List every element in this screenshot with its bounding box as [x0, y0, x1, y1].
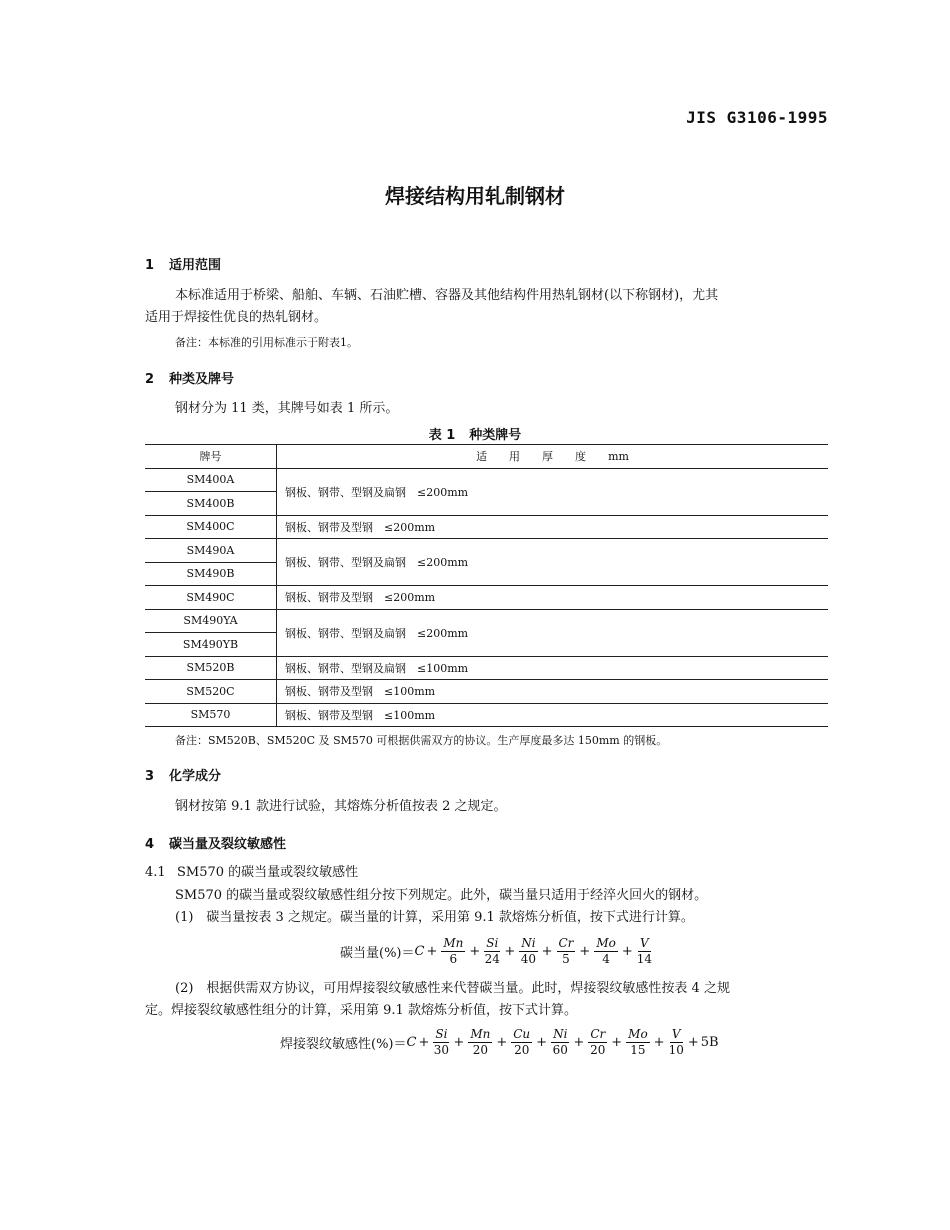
table-row	[145, 680, 828, 704]
range-cell: 钢板、钢带、型钢及扁钢 ≤200mm	[277, 539, 829, 586]
subsection-4-1-paragraph: SM570 的碳当量或裂纹敏感性组分按下列规定。此外，碳当量只适用于经淬火回火的钢材。	[175, 888, 708, 903]
formula-fraction	[484, 936, 500, 967]
plus-sign: +	[536, 1035, 548, 1050]
table-row	[145, 539, 828, 563]
formula-lhs: 碳当量(%)＝	[340, 946, 415, 961]
formula-fraction	[511, 1027, 532, 1058]
fraction-numerator: Mo	[628, 1027, 648, 1041]
crack-sensitivity-formula	[280, 1027, 719, 1058]
fraction-numerator: Si	[486, 936, 499, 950]
plus-sign: +	[426, 944, 438, 959]
section-2-paragraph: 钢材分为 11 类，其牌号如表 1 所示。	[175, 401, 399, 416]
fraction-numerator: V	[671, 1027, 681, 1041]
grade-cell: SM400B	[145, 492, 277, 516]
range-cell: 钢板、钢带及型钢 ≤200mm	[277, 515, 829, 539]
fraction-numerator: Cu	[513, 1027, 531, 1041]
fraction-denominator: 10	[668, 1043, 684, 1057]
grade-cell: SM490YA	[145, 609, 277, 633]
fraction-denominator: 24	[484, 952, 500, 966]
fraction-numerator: Cr	[558, 936, 574, 950]
section-1-paragraph-line1: 本标准适用于桥梁、船舶、车辆、石油贮槽、容器及其他结构件用热轧钢材(以下称钢材)，尤其	[175, 288, 719, 303]
table-row	[145, 609, 828, 633]
header-grade: 牌号	[145, 445, 277, 469]
grade-cell: SM490A	[145, 539, 277, 563]
grade-cell: SM490YB	[145, 633, 277, 657]
plus-sign: +	[541, 944, 553, 959]
range-cell: 钢板、钢带、型钢及扁钢 ≤200mm	[277, 609, 829, 656]
range-cell: 钢板、钢带、型钢及扁钢 ≤200mm	[277, 468, 829, 515]
fraction-denominator: 20	[590, 1043, 606, 1057]
table-row	[145, 703, 828, 727]
plus-sign: +	[496, 1035, 508, 1050]
table-row	[145, 656, 828, 680]
fraction-denominator: 4	[602, 952, 610, 966]
plus-sign: +	[573, 1035, 585, 1050]
plus-sign: +	[504, 944, 516, 959]
formula-fraction	[519, 936, 537, 967]
range-cell: 钢板、钢带、型钢及扁钢 ≤100mm	[277, 656, 829, 680]
section-4-heading	[145, 833, 286, 852]
table-1-note: 备注：SM520B、SM520C 及 SM570 可根据供需双方的协议。生产厚度最多达 150mm 的钢板。	[175, 734, 668, 747]
fraction-numerator: Mn	[443, 936, 464, 950]
fraction-denominator: 6	[449, 952, 458, 966]
fraction-numerator: Mo	[596, 936, 616, 950]
fraction-denominator: 60	[552, 1043, 568, 1057]
section-number: 4	[145, 837, 155, 852]
plus-sign: +	[687, 1035, 699, 1050]
item-2-line1: (2) 根据供需双方协议，可用焊接裂纹敏感性来代替碳当量。此时，焊接裂纹敏感性按表 4 之规	[175, 981, 730, 996]
carbon-equivalent-formula	[340, 936, 654, 967]
header-thickness-label: 适用厚度	[476, 450, 609, 464]
fraction-denominator: 5	[562, 952, 570, 966]
formula-fraction	[637, 936, 652, 967]
formula-fraction	[594, 936, 618, 967]
fraction-numerator: Cr	[590, 1027, 606, 1041]
section-1-heading	[145, 254, 221, 273]
range-cell: 钢板、钢带及型钢 ≤200mm	[277, 586, 829, 610]
fraction-numerator: Ni	[521, 936, 536, 950]
formula-fraction	[588, 1027, 607, 1058]
plus-sign: +	[611, 1035, 623, 1050]
formula-tail: 5B	[700, 1035, 719, 1050]
plus-sign: +	[418, 1035, 430, 1050]
table-row	[145, 468, 828, 492]
formula-c: C	[406, 1035, 417, 1050]
section-number: 1	[145, 258, 155, 273]
grade-cell: SM520C	[145, 680, 277, 704]
range-cell: 钢板、钢带及型钢 ≤100mm	[277, 680, 829, 704]
section-3-paragraph: 钢材按第 9.1 款进行试验，其熔炼分析值按表 2 之规定。	[175, 799, 507, 814]
section-title: 碳当量及裂纹敏感性	[169, 837, 287, 852]
table-1-caption	[0, 424, 950, 443]
plus-sign: +	[621, 944, 633, 959]
fraction-denominator: 15	[630, 1043, 646, 1057]
table-row	[145, 586, 828, 610]
formula-lhs: 焊接裂纹敏感性(%)＝	[280, 1037, 407, 1052]
plus-sign: +	[579, 944, 591, 959]
fraction-numerator: Si	[435, 1027, 448, 1041]
section-1-paragraph-line2: 适用于焊接性优良的热轧钢材。	[145, 310, 328, 325]
fraction-numerator: Ni	[553, 1027, 568, 1041]
section-number: 3	[145, 769, 155, 784]
document-title: 焊接结构用轧制钢材	[385, 184, 565, 208]
header-thickness	[277, 445, 829, 469]
fraction-numerator: V	[640, 936, 649, 950]
section-1-note: 备注：本标准的引用标准示于附表1。	[175, 336, 358, 349]
section-2-heading	[145, 368, 234, 387]
section-3-heading	[145, 765, 221, 784]
grade-cell: SM520B	[145, 656, 277, 680]
plus-sign: +	[453, 1035, 465, 1050]
formula-fraction	[441, 936, 465, 967]
section-title: 适用范围	[169, 258, 222, 273]
formula-c: C	[414, 944, 425, 959]
table-header-row	[145, 445, 828, 469]
formula-fraction	[551, 1027, 569, 1058]
header-unit: mm	[608, 450, 629, 464]
fraction-denominator: 30	[433, 1043, 450, 1057]
formula-fraction	[468, 1027, 492, 1058]
grade-cell: SM490C	[145, 586, 277, 610]
table-caption-number: 表 1	[428, 428, 456, 443]
range-cell: 钢板、钢带及型钢 ≤100mm	[277, 703, 829, 727]
section-title: 化学成分	[169, 769, 222, 784]
subsection-title: SM570 的碳当量或裂纹敏感性	[177, 865, 359, 880]
grade-cell: SM570	[145, 703, 277, 727]
item-2-line2: 定。焊接裂纹敏感性组分的计算，采用第 9.1 款熔炼分析值，按下式计算。	[145, 1003, 577, 1018]
grade-cell: SM400C	[145, 515, 277, 539]
formula-fraction	[669, 1027, 684, 1058]
grade-cell: SM400A	[145, 468, 277, 492]
fraction-denominator: 20	[514, 1043, 530, 1057]
table-row	[145, 515, 828, 539]
item-1-text: (1) 碳当量按表 3 之规定。碳当量的计算，采用第 9.1 款熔炼分析值，按下式进行计算。	[175, 910, 694, 925]
subsection-4-1-heading	[145, 862, 358, 884]
section-number: 2	[145, 372, 155, 387]
section-title: 种类及牌号	[169, 372, 235, 387]
subsection-number: 4.1	[145, 865, 166, 880]
grades-table	[145, 444, 828, 727]
formula-fraction	[557, 936, 576, 967]
table-caption-title: 种类牌号	[469, 428, 522, 443]
plus-sign: +	[653, 1035, 665, 1050]
fraction-denominator: 40	[520, 952, 537, 966]
grade-cell: SM490B	[145, 562, 277, 586]
plus-sign: +	[469, 944, 481, 959]
fraction-denominator: 20	[472, 1043, 488, 1057]
fraction-numerator: Mn	[470, 1027, 491, 1041]
formula-fraction	[626, 1027, 650, 1058]
formula-fraction	[433, 1027, 449, 1058]
document-number: JIS G3106-1995	[686, 108, 828, 127]
fraction-denominator: 14	[636, 952, 653, 966]
